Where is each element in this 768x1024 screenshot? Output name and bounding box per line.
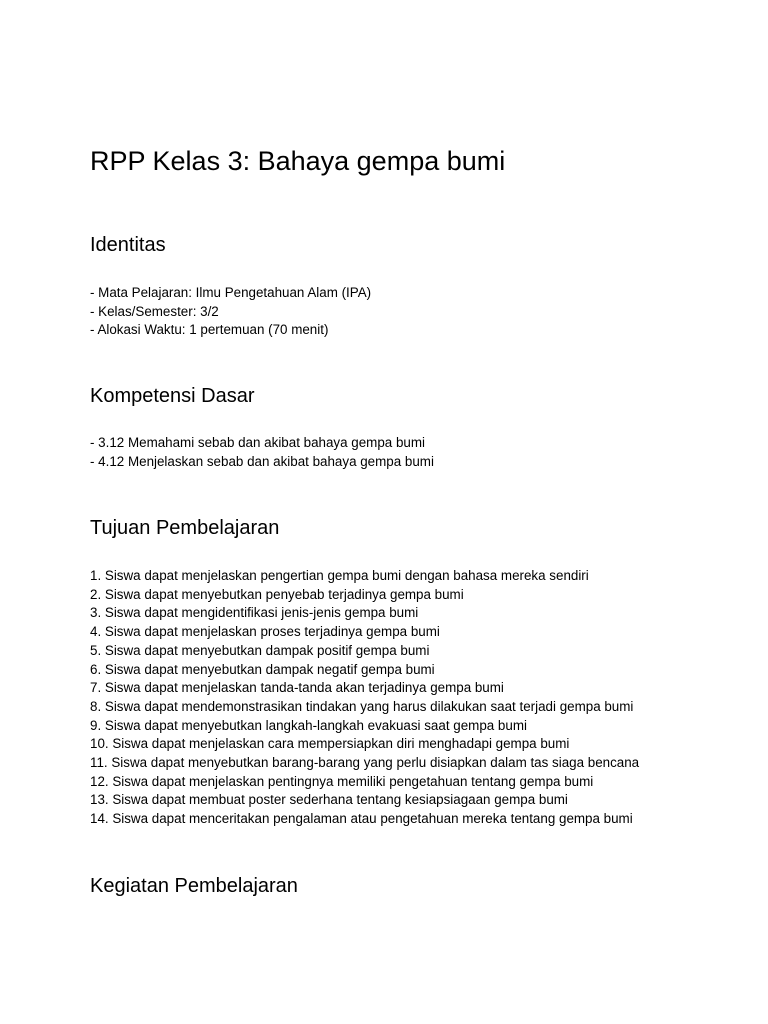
- list-item: 12. Siswa dapat menjelaskan pentingnya memiliki pengetahuan tentang gempa bumi: [90, 773, 594, 789]
- list-item: 13. Siswa dapat membuat poster sederhana tentang kesiapsiagaan gempa bumi: [90, 792, 568, 808]
- list-item: - 3.12 Memahami sebab dan akibat bahaya gempa bumi: [90, 435, 425, 450]
- identitas-list: [90, 284, 371, 340]
- list-item: 3. Siswa dapat mengidentifikasi jenis-jenis gempa bumi: [90, 605, 419, 621]
- list-item: 5. Siswa dapat menyebutkan dampak positif gempa bumi: [90, 642, 430, 658]
- list-item: 10. Siswa dapat menjelaskan cara mempersiapkan diri menghadapi gempa bumi: [90, 736, 570, 752]
- list-item: 4. Siswa dapat menjelaskan proses terjadinya gempa bumi: [90, 624, 440, 640]
- list-item: 2. Siswa dapat menyebutkan penyebab terjadinya gempa bumi: [90, 586, 464, 602]
- section-heading-kompetensi-dasar: Kompetensi Dasar: [90, 385, 255, 407]
- section-heading-identitas: Identitas: [90, 234, 166, 256]
- tujuan-list: [90, 567, 639, 829]
- list-item: 9. Siswa dapat menyebutkan langkah-langkah evakuasi saat gempa bumi: [90, 717, 527, 733]
- list-item: - 4.12 Menjelaskan sebab dan akibat bahaya gempa bumi: [90, 453, 434, 469]
- section-heading-kegiatan-pembelajaran: Kegiatan Pembelajaran: [90, 875, 298, 897]
- kompetensi-list: [90, 434, 434, 471]
- list-item: 6. Siswa dapat menyebutkan dampak negatif gempa bumi: [90, 661, 435, 677]
- section-heading-tujuan-pembelajaran: Tujuan Pembelajaran: [90, 517, 280, 539]
- page-title: RPP Kelas 3: Bahaya gempa bumi: [90, 146, 506, 176]
- list-item: 11. Siswa dapat menyebutkan barang-barang yang perlu disiapkan dalam tas siaga bencana: [90, 755, 640, 771]
- list-item: 8. Siswa dapat mendemonstrasikan tindakan yang harus dilakukan saat terjadi gempa bumi: [90, 698, 634, 714]
- list-item: - Alokasi Waktu: 1 pertemuan (70 menit): [90, 322, 329, 338]
- list-item: 1. Siswa dapat menjelaskan pengertian gempa bumi dengan bahasa mereka sendiri: [90, 568, 589, 583]
- list-item: - Kelas/Semester: 3/2: [90, 303, 219, 319]
- list-item: 7. Siswa dapat menjelaskan tanda-tanda akan terjadinya gempa bumi: [90, 680, 504, 696]
- list-item: 14. Siswa dapat menceritakan pengalaman atau pengetahuan mereka tentang gempa bumi: [90, 811, 633, 827]
- list-item: - Mata Pelajaran: Ilmu Pengetahuan Alam (IPA): [90, 285, 372, 300]
